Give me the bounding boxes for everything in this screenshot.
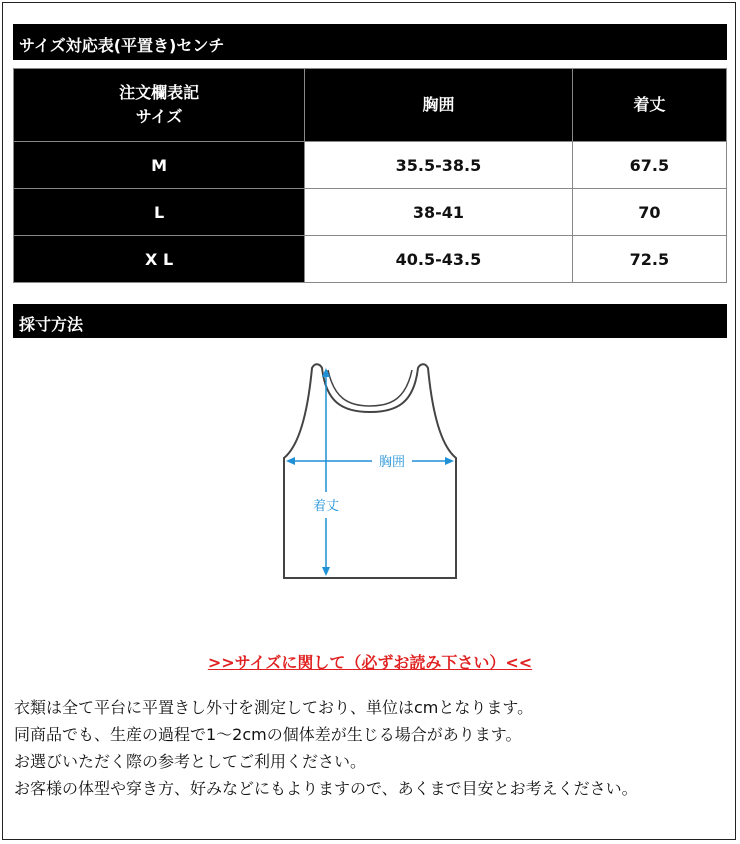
note-line: 同商品でも、生産の過程で1〜2cmの個体差が生じる場合があります。 <box>14 725 522 744</box>
table-row <box>14 142 727 189</box>
chest-label: 胸囲 <box>378 455 406 470</box>
chest-cell: 40.5-43.5 <box>305 236 573 283</box>
length-cell: 70 <box>572 189 726 236</box>
size-table <box>13 68 727 283</box>
table-header-row <box>14 69 727 142</box>
header-size <box>14 69 305 142</box>
header-length: 着丈 <box>572 69 726 142</box>
note-line: お客様の体型や穿き方、好みなどにもよりますので、あくまで目安とお考えください。 <box>14 779 638 798</box>
notes-list <box>14 694 638 802</box>
note-line: 衣類は全て平台に平置きし外寸を測定しており、単位はcmとなります。 <box>14 698 534 717</box>
chest-cell: 38-41 <box>305 189 573 236</box>
length-label: 着丈 <box>312 499 340 514</box>
length-cell: 72.5 <box>572 236 726 283</box>
header-chest: 胸囲 <box>305 69 573 142</box>
size-cell: M <box>14 142 305 189</box>
tank-top-diagram <box>0 340 740 640</box>
header-size-line1: 注文欄表記 <box>119 83 200 102</box>
size-chart-title: サイズ対応表(平置き)センチ <box>13 24 727 60</box>
measure-title: 採寸方法 <box>13 304 727 338</box>
table-row <box>14 189 727 236</box>
length-cell: 67.5 <box>572 142 726 189</box>
size-cell: X L <box>14 236 305 283</box>
size-cell: L <box>14 189 305 236</box>
neckline <box>328 370 412 406</box>
table-row <box>14 236 727 283</box>
size-notice: >>サイズに関して（必ずお読み下さい）<< <box>207 653 533 672</box>
chest-cell: 35.5-38.5 <box>305 142 573 189</box>
header-size-line2: サイズ <box>135 107 183 126</box>
note-line: お選びいただく際の参考としてご利用ください。 <box>14 752 367 771</box>
tank-top-outline <box>284 364 456 578</box>
